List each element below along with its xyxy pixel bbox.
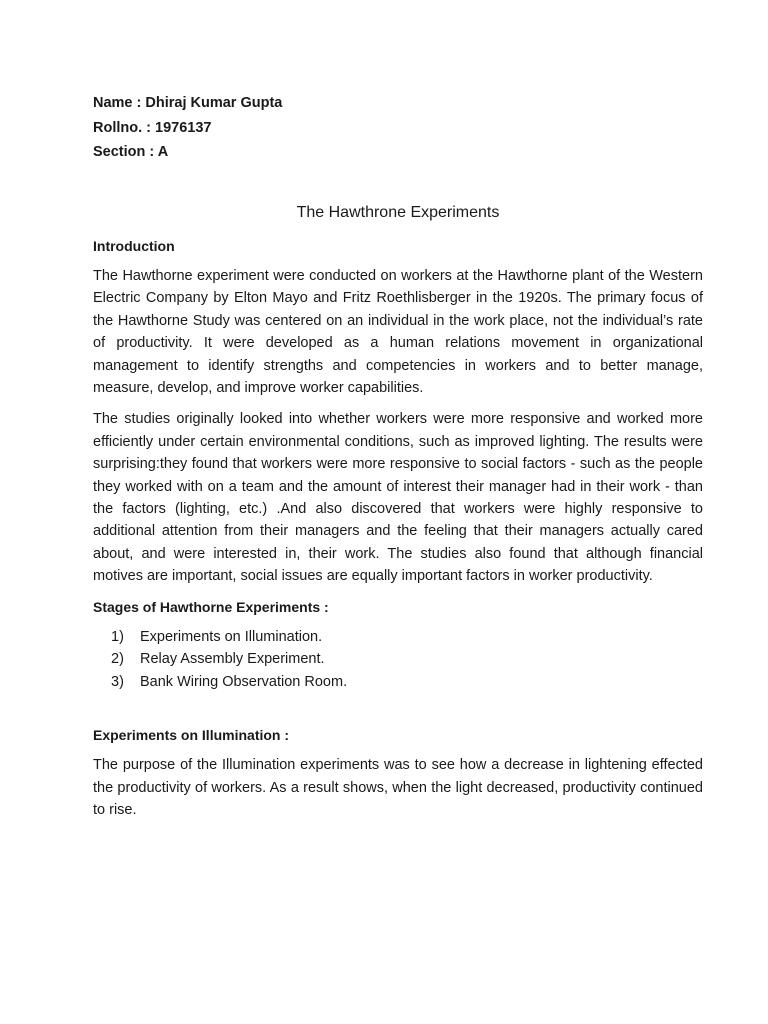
intro-paragraph-2: The studies originally looked into whether workers were more responsive and worked more efficiently under certain environmental conditions, such as improved lighting. The results were surprising:they found that workers were more responsive to social factors - such as the people they worked with on a team and the amount of interest their manager had in their work - than the factors (lighting, etc.) .And also discovered that workers were highly responsive to additional attention from their managers and the feeling that their managers actually cared about, and were interested in, their work. The studies also found that although financial motives are important, social issues are equally important factors in worker productivity.	[93, 411, 703, 585]
stages-list	[93, 626, 703, 694]
list-item-text: Experiments on Illumination.	[140, 628, 323, 645]
illumination-heading: Experiments on Illumination :	[93, 727, 290, 744]
section-spacer	[93, 693, 703, 725]
introduction-heading: Introduction	[93, 238, 175, 254]
list-item-text: Relay Assembly Experiment.	[140, 651, 325, 668]
stages-heading: Stages of Hawthorne Experiments :	[93, 598, 329, 615]
list-item-text: Bank Wiring Observation Room.	[140, 673, 348, 690]
document-title: The Hawthrone Experiments	[296, 204, 500, 221]
list-item-number: 3)	[111, 673, 124, 690]
list-item	[111, 671, 703, 694]
list-item-number: 1)	[111, 628, 124, 645]
list-item	[111, 626, 703, 649]
student-rollno: Rollno. : 1976137	[93, 119, 212, 136]
student-info	[93, 91, 282, 165]
intro-paragraph-1: The Hawthorne experiment were conducted on workers at the Hawthorne plant of the Western Electric Company by Elton Mayo and Fritz Roethlisberger in the 1920s. The primary focus of the Hawthorne Study was centered on an individual in the work place, not the individual’s rate of productivity. It were developed as a human relations movement in organizational management to identify strengths and competencies in workers and to better manage, measure, develop, and improve worker capabilities.	[93, 268, 703, 397]
document-body	[93, 236, 703, 830]
student-name: Name : Dhiraj Kumar Gupta	[93, 95, 283, 111]
illumination-paragraph: The purpose of the Illumination experiments was to see how a decrease in lightening effected the productivity of workers. As a result shows, when the light decreased, productivity continued to rise.	[93, 757, 703, 818]
list-item-number: 2)	[111, 651, 124, 668]
list-item	[111, 648, 703, 671]
student-section: Section : A	[93, 144, 169, 160]
